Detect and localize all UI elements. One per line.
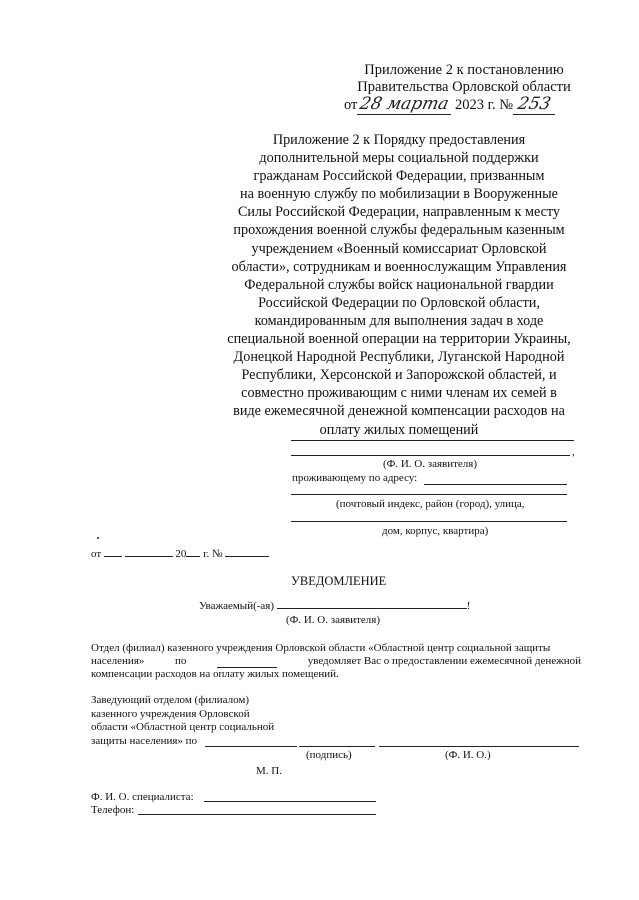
appendix-line: Силы Российской Федерации, направленным к месту: [237, 204, 561, 221]
addressee-comma: ,: [572, 446, 575, 458]
mp-label: М. П.: [256, 765, 282, 777]
appendix-line: командированным для выполнения задач в ходе: [254, 312, 544, 329]
notice-date-line: [91, 548, 269, 561]
notice-body-line-1: Отдел (филиал) казенного учреждения Орловской области «Областной центр социальной защиты: [91, 642, 551, 654]
signature-line-4: защиты населения» по: [91, 734, 198, 747]
appendix-line: совместно проживающим с ними членам их семей в: [241, 385, 557, 402]
specialist-fio-label: Ф. И. О. специалиста:: [91, 791, 194, 803]
date-month-field[interactable]: [125, 556, 173, 557]
signature-line-1: Заведующий отделом (филиалом): [91, 694, 249, 706]
appendix-line: виде ежемесячной денежной компенсации расходов на: [233, 403, 565, 420]
specialist-phone-line[interactable]: [138, 814, 376, 815]
appendix-line: оплату жилых помещений: [319, 421, 479, 438]
appendix-line: области», сотрудникам и военнослужащим Управления: [231, 258, 567, 275]
specialist-phone-label: Телефон:: [91, 804, 135, 816]
appendix-line: специальной военной операции на территории Украины,: [227, 331, 571, 348]
address-caption-1: (почтовый индекс, район (город), улица,: [336, 498, 525, 510]
dear-fio-field[interactable]: [277, 608, 467, 609]
dear-label: Уважаемый(-ая): [199, 600, 275, 612]
address-line-3[interactable]: [291, 521, 567, 522]
addressee-fio-line-2[interactable]: [291, 455, 570, 456]
addressee-fio-caption: (Ф. И. О. заявителя): [383, 458, 478, 470]
appendix-line: дополнительной меры социальной поддержки: [259, 150, 539, 167]
dear-line: [199, 600, 470, 613]
address-line-1[interactable]: [424, 484, 567, 485]
body-district-field[interactable]: [217, 655, 277, 668]
signature-line-2: казенного учреждения Орловской: [91, 707, 250, 720]
appendix-block: [199, 131, 599, 439]
body-naseleniya: населения»: [91, 655, 145, 667]
handwritten-number-field: [513, 96, 555, 115]
date-number-field[interactable]: [225, 556, 269, 557]
header-date-line: [338, 96, 590, 115]
addressee-fio-line-1[interactable]: [291, 440, 574, 441]
appendix-line: прохождения военной службы федеральным казенным: [233, 222, 565, 239]
appendix-line: учреждением «Военный комиссариат Орловской: [251, 240, 547, 257]
appendix-line: Федеральной службы войск национальной гвардии: [244, 276, 554, 293]
dear-fio-caption: (Ф. И. О. заявителя): [286, 614, 381, 626]
header-line2: Правительства Орловской области: [357, 79, 571, 95]
signature-block: [91, 694, 274, 748]
date-ot: от: [91, 548, 102, 560]
address-label: проживающему по адресу:: [292, 472, 418, 484]
resolution-header: [338, 62, 590, 115]
header-year: 2023 г. №: [455, 97, 514, 113]
address-caption-2: дом, корпус, квартира): [382, 525, 489, 537]
date-twenty: 20: [175, 548, 187, 560]
body-po: по: [175, 655, 187, 667]
notice-body-line-3: компенсации расходов на оплату жилых помещений.: [91, 668, 339, 680]
header-ot: от: [344, 97, 358, 113]
body-rest: уведомляет Вас о предоставлении ежемесячной денежной: [307, 655, 581, 667]
signature-line-3: области «Областной центр социальной: [91, 721, 275, 733]
handwritten-date-field: [357, 96, 451, 115]
handwritten-number: 253: [515, 94, 553, 114]
date-year-field[interactable]: [186, 556, 200, 557]
scan-speck: [97, 537, 99, 539]
specialist-fio-line[interactable]: [204, 801, 376, 802]
handwritten-date: 28 марта: [358, 94, 451, 114]
notice-title: УВЕДОМЛЕНИЕ: [291, 574, 387, 588]
dear-excl: !: [466, 600, 471, 612]
appendix-line: Российской Федерации по Орловской области,: [258, 294, 540, 311]
address-line-2[interactable]: [291, 494, 567, 495]
appendix-line: Республики, Херсонской и Запорожской областей, и: [241, 367, 557, 384]
appendix-line: Приложение 2 к Порядку предоставления: [272, 132, 526, 148]
header-line1: Приложение 2 к постановлению: [364, 62, 564, 78]
notice-body-line-2: [91, 655, 581, 668]
date-day-field[interactable]: [104, 556, 122, 557]
appendix-line: гражданам Российской Федерации, призванным: [253, 168, 545, 185]
fio-caption: (Ф. И. О.): [445, 749, 491, 761]
signature-sign-line[interactable]: [299, 746, 375, 747]
signature-fio-line[interactable]: [379, 746, 579, 747]
appendix-line: Донецкой Народной Республики, Луганской Народной: [233, 349, 565, 366]
date-g-no: г. №: [203, 548, 223, 560]
sign-caption: (подпись): [306, 749, 352, 761]
appendix-line: на военную службу по мобилизации в Вооруженные: [240, 186, 558, 203]
signature-district-line[interactable]: [205, 746, 297, 747]
